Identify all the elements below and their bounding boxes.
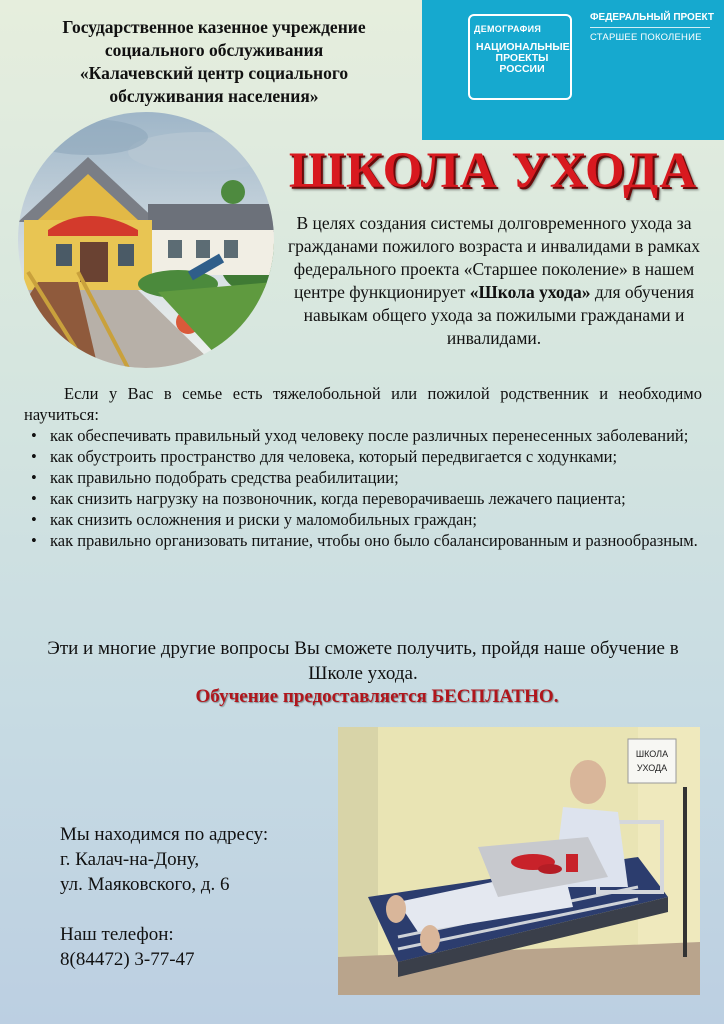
logo-older-generation: СТАРШЕЕ ПОКОЛЕНИЕ (590, 32, 702, 43)
skills-section (24, 383, 702, 551)
list-item: • как обеспечивать правильный уход человеку после различных перенесенных заболеваний; (24, 425, 702, 446)
intro-text-1: В целях создания системы долговременного ухода за гражданами пожилого возраста и инвалидами в рамках федерального проекта «Старшее поколение» в нашем центре функционирует (288, 213, 700, 302)
list-item: • как правильно подобрать средства реабилитации; (24, 467, 702, 488)
phone-number: 8(84472) 3-77-47 (60, 949, 195, 970)
training-room-photo (338, 727, 700, 995)
school-title: ШКОЛА УХОДА (288, 143, 698, 199)
org-line: обслуживания населения» (109, 86, 319, 106)
building-photo (18, 112, 274, 368)
logo-national-line: НАЦИОНАЛЬНЫЕ (476, 41, 570, 53)
room-sign-line: УХОДА (636, 763, 668, 773)
room-sign-line: ШКОЛА (635, 749, 669, 759)
list-item: • как снизить нагрузку на позвоночник, когда переворачиваешь лежачего пациента; (24, 488, 702, 509)
list-item: • как обустроить пространство для человека, который передвигается с ходунками; (24, 446, 702, 467)
skills-list (24, 425, 702, 551)
organization-name (18, 16, 410, 108)
intro-paragraph (282, 212, 706, 350)
skills-lead: Если у Вас в семье есть тяжелобольной или пожилой родственник и необходимо научиться: (24, 384, 702, 424)
outro-text: Эти и многие другие вопросы Вы сможете получить, пройдя наше обучение в Школе ухода. (47, 638, 679, 684)
intro-school-name: «Школа ухода» (469, 282, 591, 302)
logo-demography: ДЕМОГРАФИЯ (474, 24, 542, 34)
list-item: • как снизить осложнения и риски у маломобильных граждан; (24, 509, 702, 530)
org-line: Государственное казенное учреждение (62, 17, 366, 37)
org-line: социального обслуживания (104, 40, 324, 60)
address-city: г. Калач-на-Дону, (60, 849, 200, 870)
logo-national-line: ПРОЕКТЫ (495, 52, 549, 64)
address-title: Мы находимся по адресу: (60, 824, 269, 845)
org-line: «Калачевский центр социального (79, 63, 349, 83)
free-training-notice: Обучение предоставляется БЕСПЛАТНО. (195, 686, 559, 707)
intro-text-2: для обучения навыкам общего ухода за пожилыми гражданами и инвалидами. (303, 282, 695, 348)
contact-info (60, 822, 330, 972)
logo-national-line: РОССИИ (499, 63, 545, 75)
logo-federal-project: ФЕДЕРАЛЬНЫЙ ПРОЕКТ (590, 12, 714, 23)
address-street: ул. Маяковского, д. 6 (60, 874, 230, 895)
phone-title: Наш телефон: (60, 924, 174, 945)
logo-divider (590, 27, 710, 28)
spacer (60, 897, 330, 922)
national-projects-logo (422, 0, 724, 140)
logo-national-projects (476, 42, 568, 75)
list-item: • как правильно организовать питание, чтобы оно было сбалансированным и разнообразным. (24, 530, 702, 551)
